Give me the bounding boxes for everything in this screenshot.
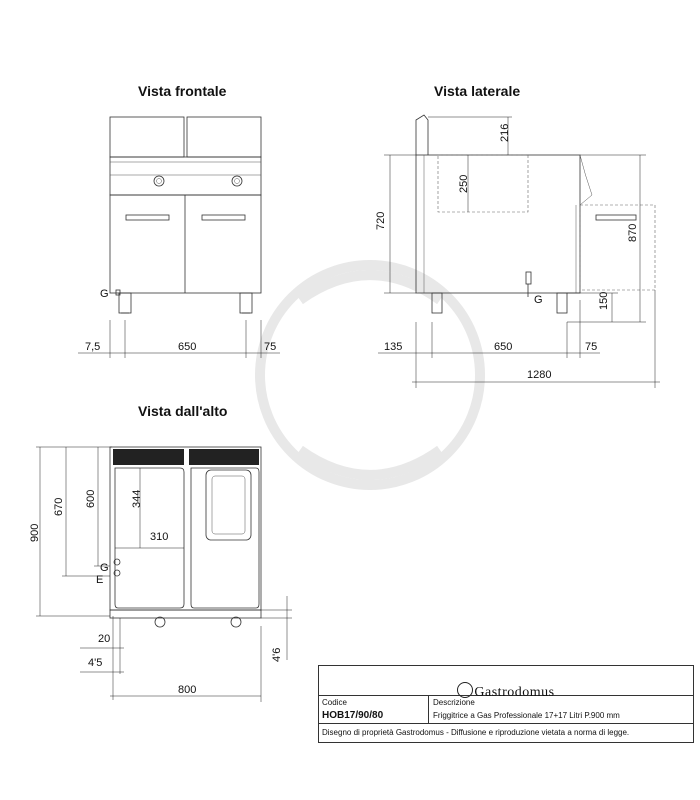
side-dim-1280: 1280 — [527, 369, 552, 381]
front-dim-left: 7,5 — [85, 341, 101, 353]
title-block — [318, 665, 694, 743]
brand-logo — [319, 666, 693, 700]
side-view-title: Vista laterale — [434, 83, 521, 99]
top-dim-344: 344 — [131, 489, 143, 508]
top-gas-label: G — [100, 562, 109, 574]
side-dim-250: 250 — [458, 174, 470, 193]
side-dim-870: 870 — [627, 223, 639, 242]
front-view — [110, 117, 261, 313]
top-dim-310: 310 — [150, 531, 169, 543]
side-dim-216: 216 — [499, 123, 511, 142]
ownership-note: Disegno di proprietà Gastrodomus - Diffusione e riproduzione vietata a norma di legge. — [322, 728, 630, 737]
top-dim-670: 670 — [53, 497, 65, 516]
codice-value: HOB17/90/80 — [322, 710, 384, 721]
watermark — [260, 265, 480, 485]
front-gas-label: G — [100, 288, 109, 300]
descrizione-label: Descrizione — [433, 698, 475, 707]
top-dim-800: 800 — [178, 684, 197, 696]
side-dimension-lines — [378, 117, 660, 388]
brand-name: Gastrodomus — [474, 685, 555, 700]
front-dim-right: 75 — [264, 341, 277, 353]
side-view — [416, 115, 655, 313]
description-cell — [429, 696, 693, 724]
side-dim-150: 150 — [598, 291, 610, 310]
top-dim-20: 20 — [98, 633, 111, 645]
side-gas-label: G — [534, 294, 543, 306]
side-dim-135: 135 — [384, 341, 403, 353]
top-view — [110, 447, 261, 627]
front-dim-width: 650 — [178, 341, 197, 353]
front-view-title: Vista frontale — [138, 83, 227, 99]
side-dim-720: 720 — [375, 211, 387, 230]
top-dim-4-5: 4'5 — [88, 657, 103, 669]
top-dim-600: 600 — [85, 489, 97, 508]
top-dim-4-6: 4'6 — [271, 647, 283, 662]
top-dimension-lines — [36, 447, 292, 702]
descrizione-value: Friggitrice a Gas Professionale 17+17 Litri P.900 mm — [433, 711, 620, 720]
product-code-cell — [319, 696, 429, 724]
top-dim-900: 900 — [29, 523, 41, 542]
codice-label: Codice — [322, 698, 347, 707]
top-view-title: Vista dall'alto — [138, 403, 228, 419]
side-dim-650: 650 — [494, 341, 513, 353]
top-elec-label: E — [96, 574, 104, 586]
side-dim-75: 75 — [585, 341, 598, 353]
